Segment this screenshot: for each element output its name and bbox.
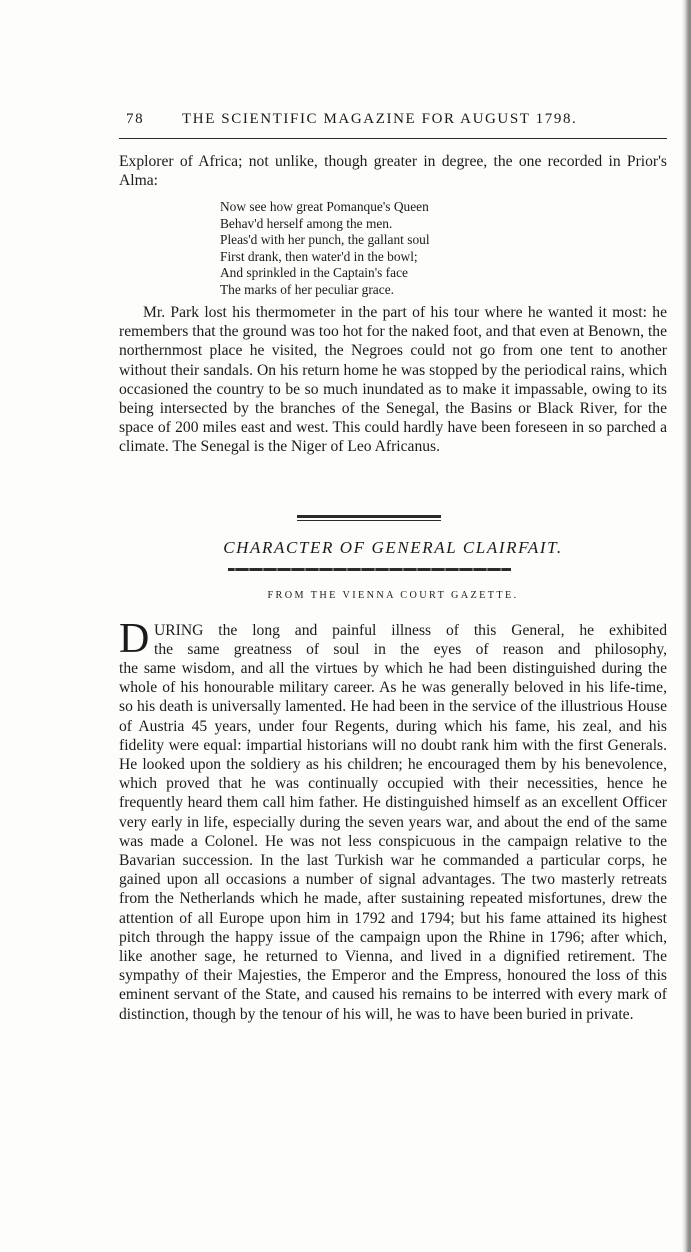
- running-title: THE SCIENTIFIC MAGAZINE FOR AUGUST 1798.: [182, 111, 578, 127]
- article-second-line: the same greatness of soul in the eyes of reason and philosophy,: [154, 641, 667, 658]
- article-source: FROM THE VIENNA COURT GAZETTE.: [267, 590, 519, 601]
- poem-line: Pleas'd with her punch, the gallant soul: [220, 232, 430, 247]
- poem-quotation: [220, 199, 540, 298]
- poem-line: Behav'd herself among the men.: [220, 215, 393, 231]
- paragraph-continued: Explorer of Africa; not unlike, though greater in degree, the one recorded in Prior's Alma:: [119, 153, 667, 190]
- page-number: 78: [126, 111, 145, 127]
- title-underline: [228, 568, 511, 571]
- poem-line: Now see how great Pomanque's Queen: [220, 199, 429, 214]
- article-first-line: URING the long and painful illness of this General, he exhibited: [154, 622, 667, 639]
- section-divider: [297, 515, 441, 521]
- article-body: the same wisdom, and all the virtues by which he had been distinguished during the whole of his honourable military career. As he was generally beloved in his life-time, so his death is universally lamented. He had been in the service of the illustrious House of Austria 45 years, under four Regents, during which his fame, his zeal, and his fidelity were equal: impartial historians will no doubt rank him with the first Generals. He looked upon the soldiery as his children; he encouraged them by his benevolence, which proved that he was continually occupied with their necessities, hence he frequently heard them call him father. He distinguished himself as an excellent Officer very early in life, especially during the seven years war, and about the end of the same was made a Colonel. He was not less conspicuous in the campaign relative to the Bavarian succession. In the last Turkish war he commanded a particular corps, he gained upon all occasions a number of signal advantages. The two masterly retreats from the Netherlands which he made, after sustaining repeated misfortunes, drew the attention of all Europe upon him in 1792 and 1794; but his fame attained its highest pitch through the happy issue of the campaign upon the Rhine in 1796; after which, like another sage, he returned to Vienna, and lived in a dignified retirement. The sympathy of their Majesties, the Emperor and the Empress, honoured the loss of this eminent servant of the State, and caused his remains to be interred with every mark of distinction, though by the tenour of his will, he was to have been buried in private.: [119, 660, 667, 1023]
- page-edge-shadow: [682, 0, 691, 1252]
- divider-thick-line: [297, 515, 441, 518]
- header-rule: [119, 138, 667, 139]
- article-title: CHARACTER OF GENERAL CLAIRFAIT.: [223, 538, 563, 557]
- divider-thin-line: [297, 520, 441, 521]
- poem-line: The marks of her peculiar grace.: [220, 281, 394, 297]
- poem-line: First drank, then water'd in the bowl;: [220, 248, 418, 264]
- poem-line: And sprinkled in the Captain's face: [220, 265, 408, 280]
- running-header: [120, 111, 668, 133]
- paragraph-park: Mr. Park lost his thermometer in the part of his tour where he wanted it most: he remembers that the ground was too hot for the naked foot, and that even at Benown, the northernmost place he visited, the Negroes could not go from one tent to another without their sandals. On his return home he was stopped by the periodical rains, which occasioned the country to be so much inundated as to make it impassable, owing to its being intersected by the branches of the Senegal, the Basins or Black River, for the space of 200 miles east and west. This could hardly have been foreseen in so parched a climate. The Senegal is the Niger of Leo Africanus.: [119, 304, 667, 456]
- drop-cap: D: [119, 616, 150, 662]
